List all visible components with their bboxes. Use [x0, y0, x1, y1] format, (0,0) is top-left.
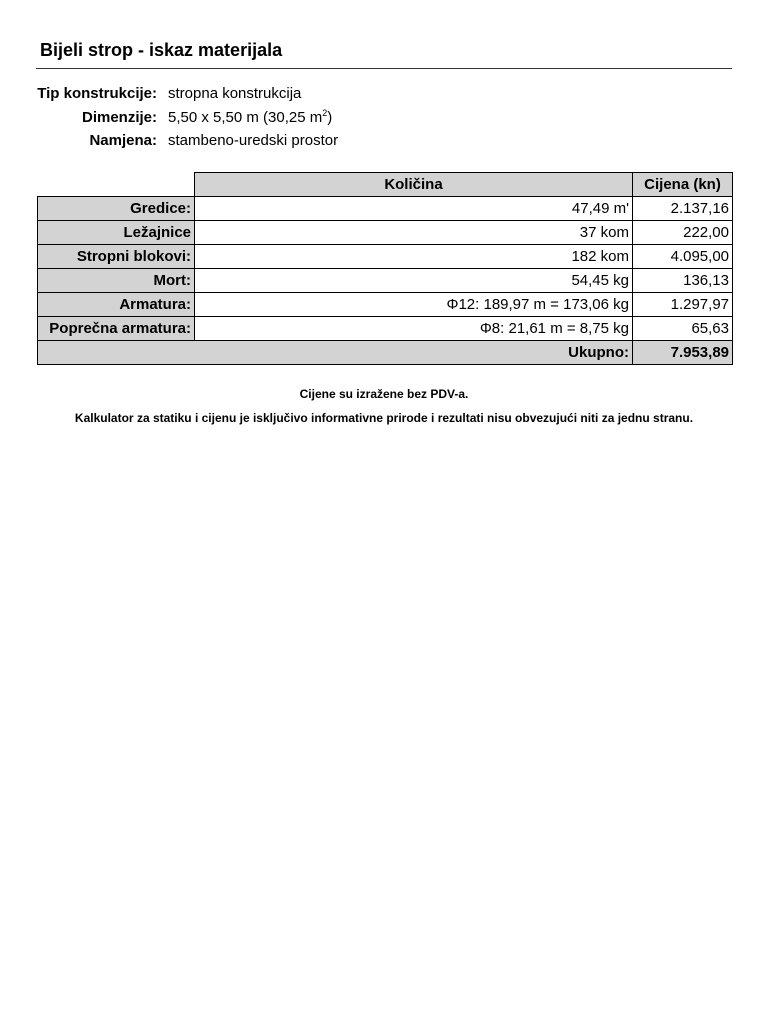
row-price: 136,13: [633, 269, 733, 293]
row-price: 1.297,97: [633, 293, 733, 317]
header-price: Cijena (kn): [633, 173, 733, 197]
row-price: 65,63: [633, 317, 733, 341]
info-value-dimensions: [168, 106, 332, 130]
total-price: 7.953,89: [633, 341, 733, 365]
row-quantity: Φ12: 189,97 m = 173,06 kg: [195, 293, 633, 317]
row-quantity: 182 kom: [195, 245, 633, 269]
row-price: 2.137,16: [633, 197, 733, 221]
dimensions-text: 5,50 x 5,50 m (30,25 m: [168, 108, 323, 126]
info-label-purpose: Namjena:: [89, 132, 157, 149]
row-quantity: Φ8: 21,61 m = 8,75 kg: [195, 317, 633, 341]
table-row: [38, 269, 733, 293]
row-quantity: 37 kom: [195, 221, 633, 245]
table-total-row: [38, 341, 733, 365]
vat-note: Cijene su izražene bez PDV-a.: [299, 387, 469, 401]
row-quantity: 47,49 m': [195, 197, 633, 221]
row-price: 222,00: [633, 221, 733, 245]
table-header-row: [38, 173, 733, 197]
info-label-type: Tip konstrukcije:: [37, 85, 157, 102]
construction-info: [0, 82, 768, 153]
table-row: [38, 245, 733, 269]
title-divider: [36, 68, 732, 69]
info-row-type: [0, 82, 768, 106]
dimensions-suffix: ): [327, 108, 333, 126]
info-row-dimensions: [0, 106, 768, 130]
disclaimer-note: Kalkulator za statiku i cijenu je isključivo informativne prirode i rezultati nisu obvezujući niti za jednu stranu.: [74, 411, 694, 425]
row-label: Mort:: [38, 269, 195, 293]
info-value-purpose: stambeno-uredski prostor: [168, 132, 339, 149]
row-label: Stropni blokovi:: [38, 245, 195, 269]
row-quantity: 54,45 kg: [195, 269, 633, 293]
row-label: Armatura:: [38, 293, 195, 317]
info-row-purpose: [0, 129, 768, 153]
total-label: Ukupno:: [38, 341, 633, 365]
table-row: [38, 317, 733, 341]
info-label-dimensions: Dimenzije:: [81, 108, 157, 126]
dimensions-superscript: 2: [322, 107, 328, 118]
header-quantity: Količina: [195, 173, 633, 197]
document-title: Bijeli strop - iskaz materijala: [40, 40, 283, 60]
header-blank-cell: [38, 173, 195, 197]
table-row: [38, 197, 733, 221]
table-row: [38, 221, 733, 245]
row-label: Poprečna armatura:: [38, 317, 195, 341]
info-value-type: stropna konstrukcija: [168, 85, 302, 102]
row-price: 4.095,00: [633, 245, 733, 269]
row-label: Gredice:: [38, 197, 195, 221]
row-label: Ležajnice: [38, 221, 195, 245]
table-row: [38, 293, 733, 317]
materials-table: [37, 172, 733, 365]
